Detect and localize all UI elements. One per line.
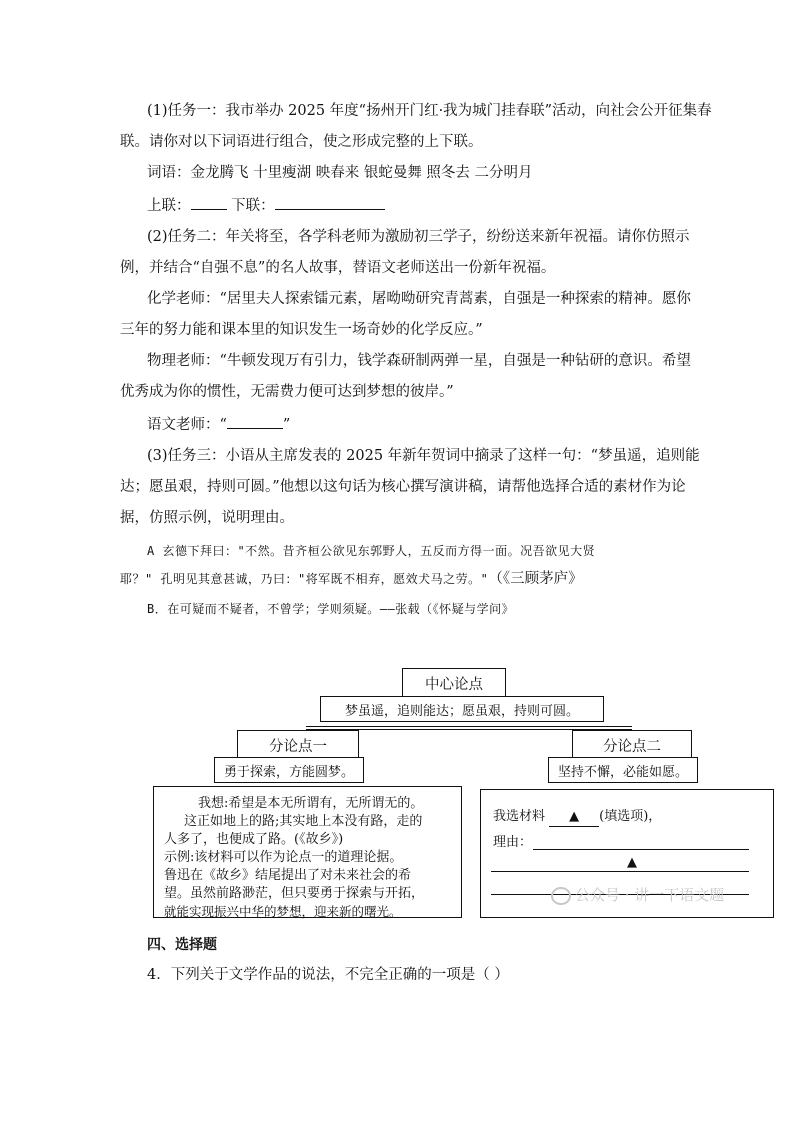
reason-label: 理由：	[493, 835, 533, 850]
phys-line1: 物理老师：“牛顿发现万有引力，钱学森研制两弹一星，自强是一种钻研的意识。希望	[147, 353, 691, 369]
left-line: 人多了，也便成了路。(《故乡》)	[164, 832, 344, 847]
option-b-text: B．在可疑而不疑者，不曾学；学则须疑。——张载（《怀疑与学问》	[147, 602, 515, 616]
sub1-title-box	[237, 730, 359, 760]
upper-blank[interactable]	[191, 194, 227, 210]
connector-h-top	[306, 726, 632, 727]
task1-line2: 联。请你对以下词语进行组合，使之形成完整的上下联。	[120, 134, 483, 150]
left-line: 鲁迅在《故乡》结尾提出了对未来社会的希	[164, 868, 412, 883]
upper-label: 上联：	[147, 198, 191, 214]
left-material-box	[153, 786, 462, 918]
reason-line-1	[533, 849, 749, 850]
choose-hint: (填选项)，	[599, 809, 662, 824]
task1-answer-line	[147, 194, 385, 216]
sub2-text: 坚持不懈，必能如愿。	[557, 764, 688, 780]
center-text: 梦虽遥，追则能达；愿虽艰，持则可圆。	[344, 703, 579, 719]
sub2-text-box	[548, 757, 698, 783]
task3-line1: (3)任务三：小语从主席发表的 2025 年新年贺词中摘录了这样一句：“梦虽遥，追则能	[147, 448, 700, 464]
task3-line3: 据，仿照示例，说明理由。	[120, 510, 294, 526]
option-b	[147, 599, 514, 619]
chem-line1: 化学老师：“居里夫人探索镭元素，屠呦呦研究青蒿素，自强是一种探索的精神。愿你	[147, 291, 691, 307]
watermark-text: 公众号 · 讲一下语文题	[575, 886, 725, 904]
choose-blank[interactable]	[549, 808, 599, 827]
choose-label: 我选材料	[493, 809, 546, 824]
chinese-blank[interactable]	[227, 413, 283, 429]
section4-heading: 四、选择题	[147, 937, 217, 953]
triangle-mark-2: ▲	[627, 855, 637, 870]
option-a-line2	[120, 569, 583, 589]
sub1-title: 分论点一	[269, 738, 327, 755]
sub2-title-box	[572, 730, 692, 760]
center-title-box	[402, 668, 506, 698]
lower-blank[interactable]	[275, 194, 385, 210]
sub2-title: 分论点二	[603, 738, 661, 755]
wechat-icon	[551, 887, 571, 905]
left-line: 就能实现振兴中华的梦想，迎来新的曙光。	[164, 904, 402, 919]
left-line: 我想:希望是本无所谓有，无所谓无的。	[198, 796, 424, 811]
task2-line1: (2)任务二：年关将至，各学科老师为激励初三学子，纷纷送来新年祝福。请你仿照示	[147, 229, 690, 245]
center-text-box	[320, 696, 604, 722]
watermark	[551, 884, 724, 905]
lower-label: 下联：	[231, 198, 275, 214]
reason-line-2	[491, 871, 749, 872]
question-4: 4．下列关于文学作品的说法，不完全正确的一项是（ ）	[147, 967, 509, 983]
choose-line	[493, 808, 661, 827]
triangle-mark: ▲	[569, 809, 580, 824]
center-title: 中心论点	[425, 676, 483, 693]
option-a-source: （《三顾茅庐》	[488, 571, 583, 587]
chinese-close: ”	[282, 417, 291, 433]
task1-words: 词语：金龙腾飞 十里瘦湖 映春来 银蛇曼舞 照冬去 二分明月	[147, 165, 533, 181]
chinese-open: 语文老师：“	[147, 417, 227, 433]
task2-line2: 例，并结合“自强不息”的名人故事，替语文老师送出一份新年祝福。	[120, 260, 556, 276]
phys-line2: 优秀成为你的惯性，无需费力便可达到梦想的彼岸。”	[120, 384, 454, 400]
task3-line2: 达；愿虽艰，持则可圆。”他想以这句话为核心撰写演讲稿，请帮他选择合适的素材作为论	[120, 479, 686, 495]
option-a-text: 耶？" 孔明见其意甚诚，乃曰："将军既不相弃，愿效犬马之劳。"	[120, 572, 489, 586]
task1-line1: (1)任务一：我市举办 2025 年度“扬州开门红·我为城门挂春联”活动，向社会公开征集春	[147, 103, 712, 119]
left-line: 望。虽然前路渺茫，但只要勇于探索与开拓，	[164, 886, 425, 901]
chem-line2: 三年的努力能和课本里的知识发生一场奇妙的化学反应。”	[120, 322, 483, 338]
left-line: 这正如地上的路;其实地上本没有路，走的	[184, 814, 423, 829]
chinese-teacher-line	[147, 413, 290, 435]
left-line: 示例:该材料可以作为论点一的道理论据。	[164, 850, 403, 865]
sub1-text-box	[214, 757, 364, 783]
option-a-line1: A 玄德下拜曰："不然。昔齐桓公欲见东郭野人，五反而方得一面。况吾欲见大贤	[147, 544, 596, 558]
sub1-text: 勇于探索，方能圆梦。	[223, 764, 354, 780]
